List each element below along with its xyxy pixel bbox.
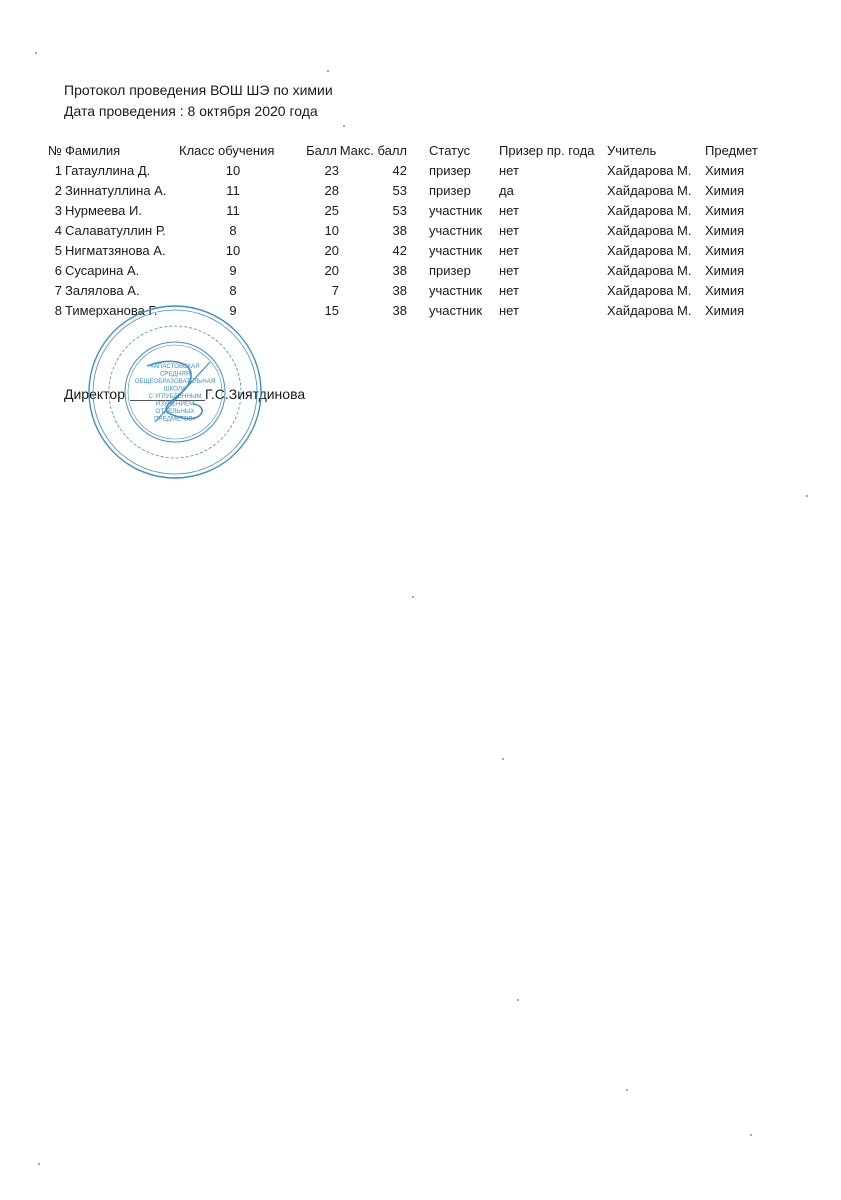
- row-subject: Химия: [705, 243, 745, 258]
- director-name: Г.С.Зиятдинова: [205, 386, 306, 402]
- row-subject: Химия: [705, 163, 745, 178]
- row-prev-year-prize: да: [499, 183, 514, 198]
- table-row: [40, 161, 771, 181]
- row-status: участник: [429, 243, 483, 258]
- row-class: 9: [229, 263, 237, 278]
- row-teacher: Хайдарова М.: [607, 223, 692, 238]
- row-subject: Химия: [705, 203, 745, 218]
- row-class: 10: [225, 163, 241, 178]
- row-number: 8: [54, 303, 62, 318]
- row-teacher: Хайдарова М.: [607, 283, 692, 298]
- row-surname: Нурмеева И.: [65, 203, 142, 218]
- stamp-text-line: «АПАСТОВСКАЯ: [150, 362, 200, 370]
- row-subject: Химия: [705, 223, 745, 238]
- row-surname: Тимерханова Г.: [65, 303, 158, 318]
- row-subject: Химия: [705, 303, 745, 318]
- row-score: 23: [324, 163, 339, 178]
- row-status: призер: [429, 263, 471, 278]
- row-status: участник: [429, 203, 483, 218]
- row-teacher: Хайдарова М.: [607, 243, 692, 258]
- row-number: 3: [54, 203, 62, 218]
- table-row: [40, 281, 771, 301]
- table-row: [40, 261, 771, 281]
- row-number: 1: [54, 163, 62, 178]
- col-surname: Фамилия: [65, 143, 121, 158]
- row-surname: Гатауллина Д.: [65, 163, 151, 178]
- row-teacher: Хайдарова М.: [607, 163, 692, 178]
- row-score: 10: [324, 223, 339, 238]
- table-header-row: [40, 141, 771, 161]
- stamp-text-line: ОБЩЕОБРАЗОВАТЕЛЬНАЯ: [134, 377, 216, 385]
- row-prev-year-prize: нет: [499, 203, 519, 218]
- protocol-title: Протокол проведения ВОШ ШЭ по химии: [64, 82, 333, 98]
- row-status: призер: [429, 183, 471, 198]
- row-max-score: 38: [392, 303, 407, 318]
- row-number: 4: [54, 223, 62, 238]
- row-score: 20: [324, 243, 339, 258]
- table-row: [40, 181, 771, 201]
- row-status: участник: [429, 283, 483, 298]
- row-score: 28: [324, 183, 339, 198]
- row-score: 20: [324, 263, 339, 278]
- row-class: 8: [229, 283, 237, 298]
- row-prev-year-prize: нет: [499, 223, 519, 238]
- row-max-score: 53: [392, 203, 407, 218]
- row-class: 8: [229, 223, 237, 238]
- stamp-text-line: ПРЕДМЕТОВ»: [153, 415, 197, 423]
- row-class: 11: [226, 203, 240, 218]
- stamp-text-line: СРЕДНЯЯ: [159, 370, 191, 378]
- results-table: [40, 141, 771, 321]
- row-class: 10: [225, 243, 241, 258]
- stamp-text-line: ИЗУЧЕНИЕМ: [155, 400, 195, 408]
- row-prev-year-prize: нет: [499, 243, 519, 258]
- row-max-score: 38: [392, 263, 407, 278]
- col-number: №: [48, 143, 62, 158]
- table-row: [40, 241, 771, 261]
- row-score: 7: [331, 283, 339, 298]
- row-score: 25: [324, 203, 339, 218]
- row-teacher: Хайдарова М.: [607, 263, 692, 278]
- table-row: [40, 221, 771, 241]
- col-max-score: Макс. балл: [339, 143, 407, 158]
- row-surname: Залялова А.: [65, 283, 140, 298]
- row-subject: Химия: [705, 183, 745, 198]
- row-score: 15: [324, 303, 339, 318]
- row-class: 11: [226, 183, 240, 198]
- row-prev-year-prize: нет: [499, 263, 519, 278]
- col-score: Балл: [306, 143, 337, 158]
- row-subject: Химия: [705, 283, 745, 298]
- row-number: 7: [54, 283, 62, 298]
- row-prev-year-prize: нет: [499, 303, 519, 318]
- row-subject: Химия: [705, 263, 745, 278]
- row-class: 9: [229, 303, 237, 318]
- row-prev-year-prize: нет: [499, 283, 519, 298]
- col-status: Статус: [429, 143, 471, 158]
- row-surname: Салаватуллин Р.: [65, 223, 166, 238]
- row-teacher: Хайдарова М.: [607, 303, 692, 318]
- row-max-score: 42: [392, 243, 407, 258]
- col-prev-year-prize: Призер пр. года: [499, 143, 595, 158]
- col-teacher: Учитель: [607, 143, 657, 158]
- row-surname: Нигматзянова А.: [65, 243, 166, 258]
- row-number: 5: [54, 243, 62, 258]
- row-status: участник: [429, 303, 483, 318]
- row-max-score: 53: [392, 183, 407, 198]
- row-surname: Сусарина А.: [65, 263, 140, 278]
- stamp-text-line: ОТДЕЛЬНЫХ: [155, 407, 195, 415]
- row-prev-year-prize: нет: [499, 163, 519, 178]
- row-teacher: Хайдарова М.: [607, 183, 692, 198]
- col-class: Класс обучения: [179, 143, 275, 158]
- row-max-score: 38: [392, 223, 407, 238]
- director-label: Директор: [64, 386, 125, 402]
- row-max-score: 42: [392, 163, 407, 178]
- row-number: 6: [54, 263, 62, 278]
- col-subject: Предмет: [705, 143, 758, 158]
- table-row: [40, 201, 771, 221]
- row-max-score: 38: [392, 283, 407, 298]
- row-surname: Зиннатуллина А.: [65, 183, 167, 198]
- protocol-date: Дата проведения : 8 октября 2020 года: [64, 103, 318, 119]
- stamp-text-line: ШКОЛА: [163, 385, 187, 393]
- row-status: призер: [429, 163, 471, 178]
- row-number: 2: [54, 183, 62, 198]
- stamp-text-line: С УГЛУБЛЕННЫМ: [148, 392, 202, 400]
- row-teacher: Хайдарова М.: [607, 203, 692, 218]
- school-stamp: [85, 302, 265, 482]
- row-status: участник: [429, 223, 483, 238]
